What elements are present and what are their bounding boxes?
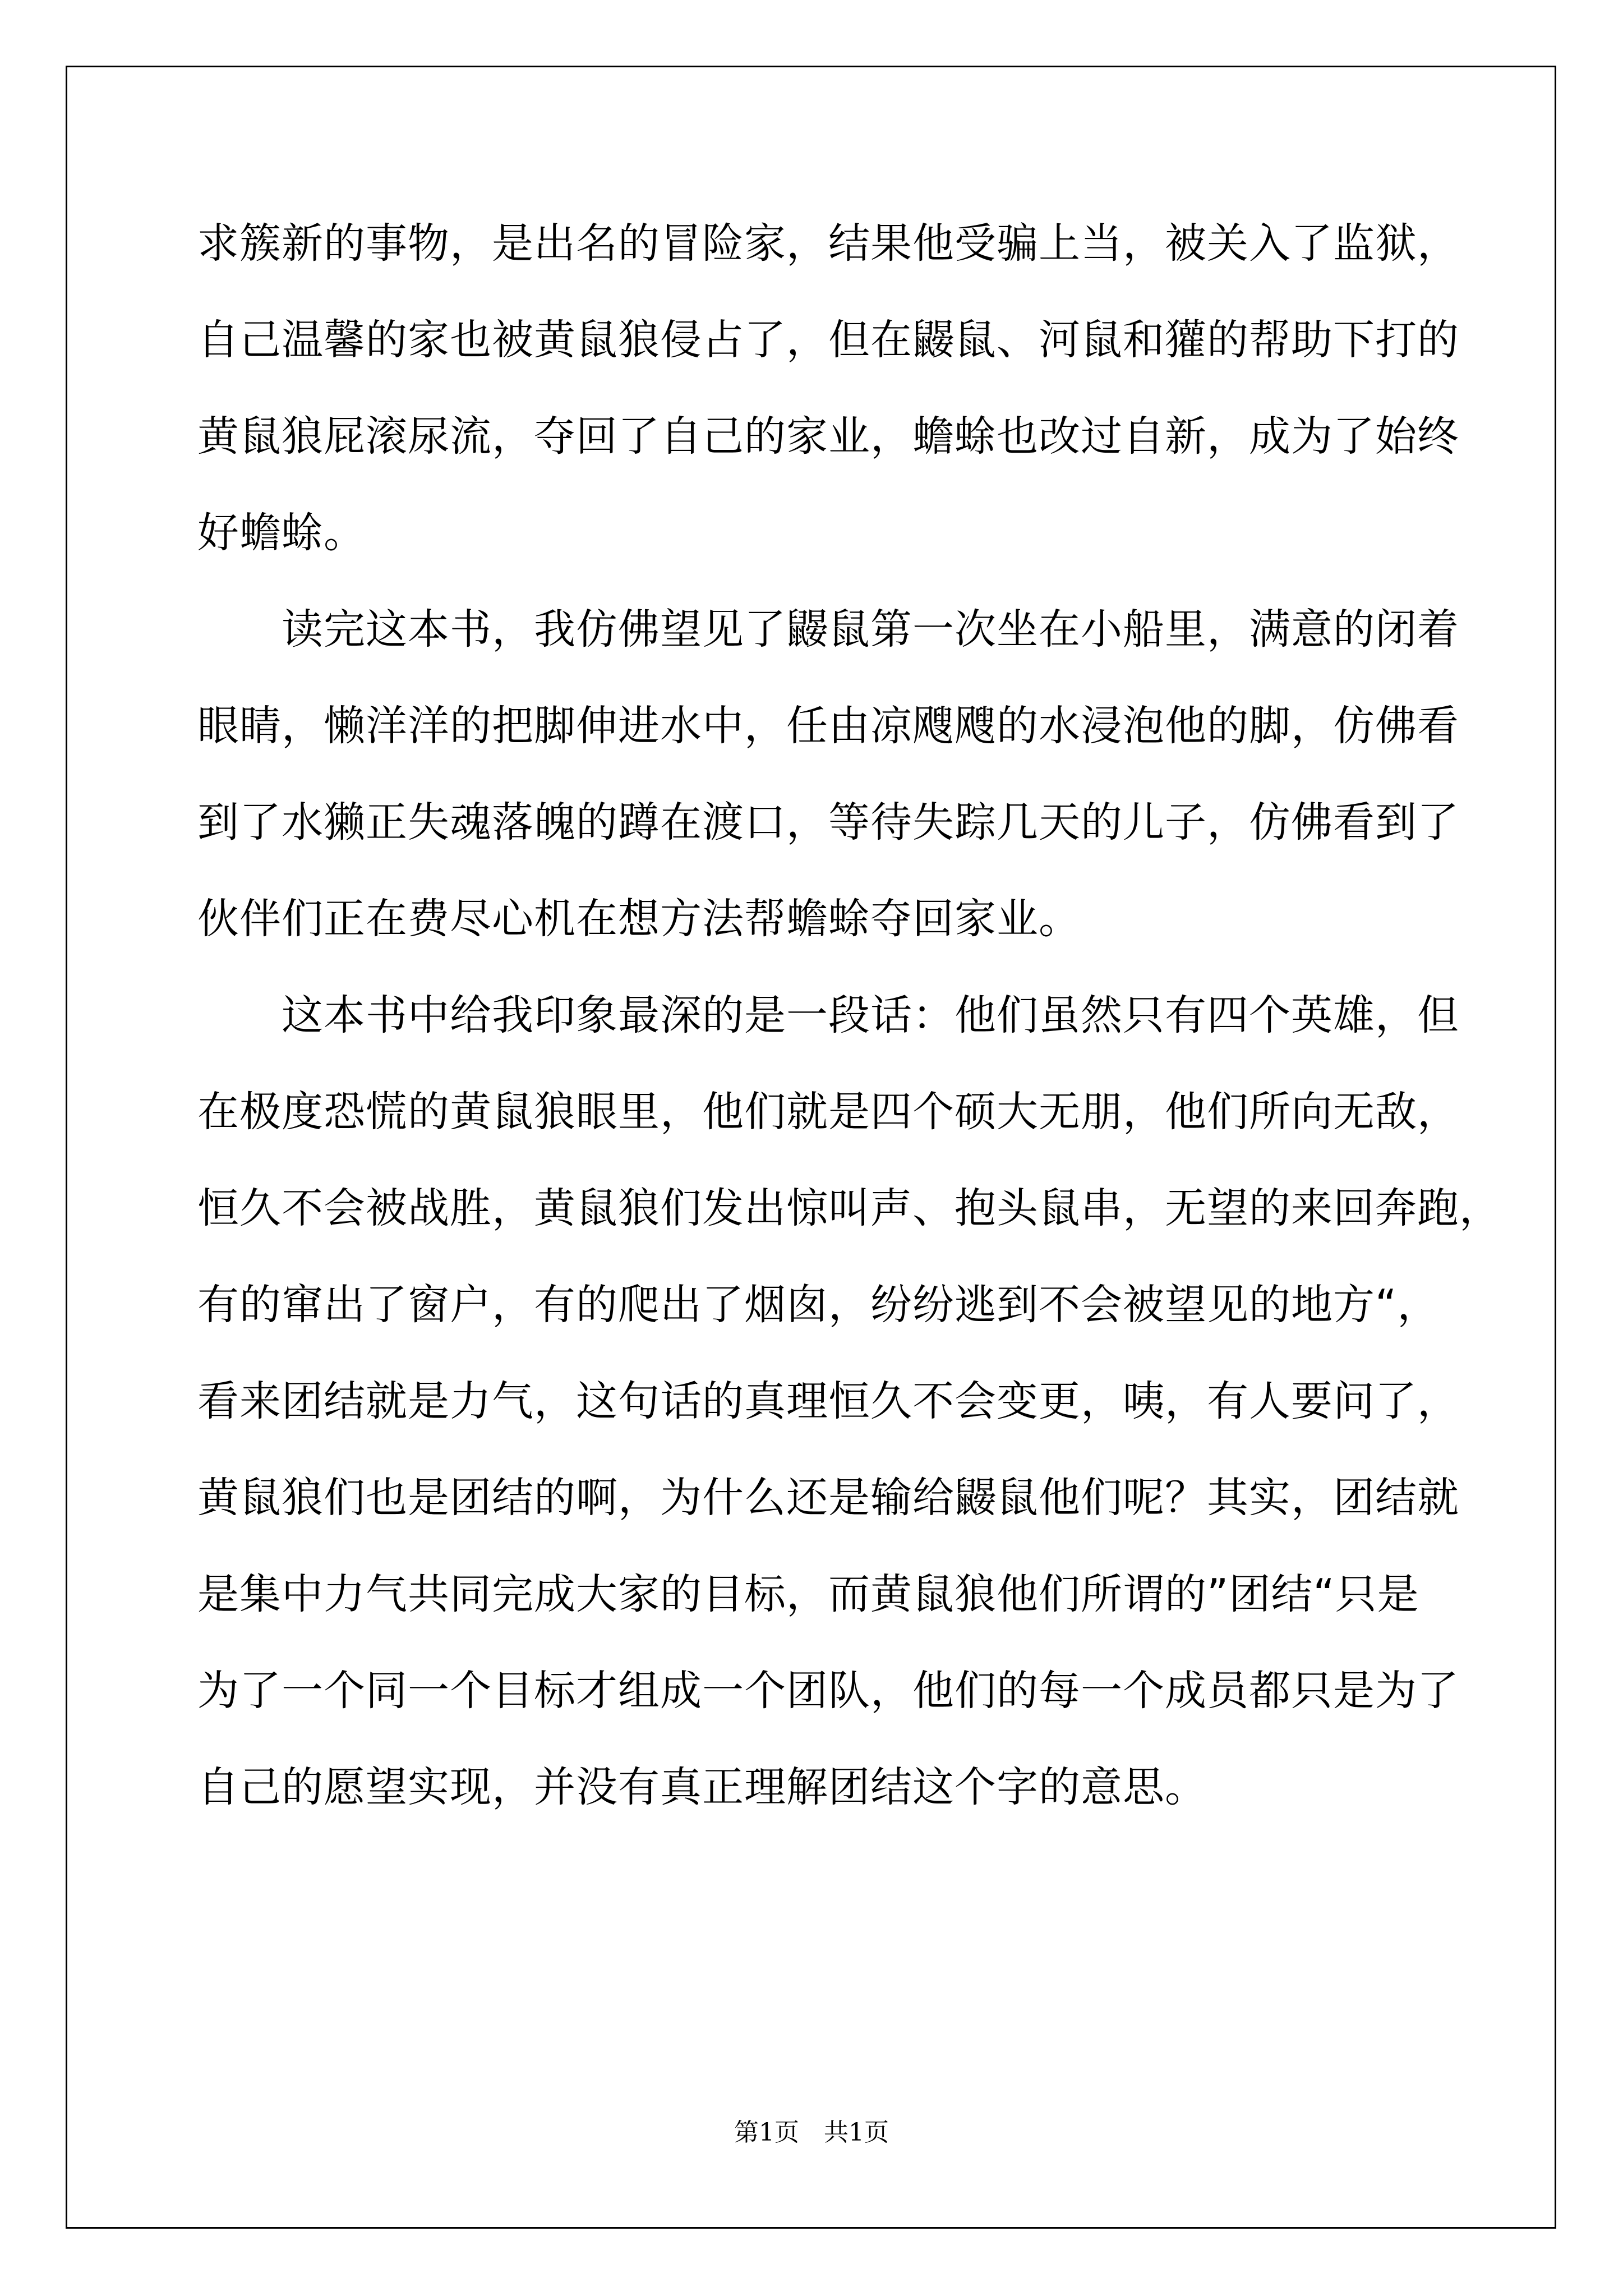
text-line: 求簇新的事物，是出名的冒险家，结果他受骗上当，被关入了监狱，	[197, 219, 1459, 268]
text-line: 自己的愿望实现，并没有真正理解团结这个字的意思。	[197, 1763, 1207, 1811]
page-border	[66, 66, 1556, 2229]
text-line: 伙伴们正在费尽心机在想方法帮蟾蜍夺回家业。	[197, 895, 1081, 943]
text-line: 看来团结就是力气，这句话的真理恒久不会变更，咦，有人要问了，	[197, 1377, 1459, 1425]
text-line: 为了一个同一个目标才组成一个团队，他们的每一个成员都只是为了	[197, 1667, 1459, 1715]
text-line: 有的窜出了窗户，有的爬出了烟囱，纷纷逃到不会被望见的地方“，	[197, 1281, 1440, 1329]
text-line: 到了水獭正失魂落魄的蹲在渡口，等待失踪几天的儿子，仿佛看到了	[197, 798, 1459, 846]
text-line: 黄鼠狼屁滚尿流，夺回了自己的家业，蟾蜍也改过自新，成为了始终	[197, 412, 1459, 461]
page-number-footer: 第1页 共1页	[734, 2118, 889, 2147]
text-line: 恒久不会被战胜，黄鼠狼们发出惊叫声、抱头鼠串，无望的来回奔跑，	[197, 1184, 1501, 1232]
paragraph-first-line: 读完这本书，我仿佛望见了鼹鼠第一次坐在小船里，满意的闭着	[282, 605, 1459, 654]
text-line: 好蟾蜍。	[197, 509, 366, 557]
paragraph-first-line: 这本书中给我印象最深的是一段话：他们虽然只有四个英雄，但	[282, 991, 1459, 1039]
text-line: 眼睛，懒洋洋的把脚伸进水中，任由凉飕飕的水浸泡他的脚，仿佛看	[197, 702, 1459, 750]
text-line: 自己温馨的家也被黄鼠狼侵占了，但在鼹鼠、河鼠和獾的帮助下打的	[197, 316, 1459, 364]
text-line: 黄鼠狼们也是团结的啊，为什么还是输给鼹鼠他们呢？其实，团结就	[197, 1474, 1459, 1522]
text-line: 在极度恐慌的黄鼠狼眼里，他们就是四个硕大无朋，他们所向无敌，	[197, 1088, 1459, 1136]
text-line: 是集中力气共同完成大家的目标，而黄鼠狼他们所谓的”团结“只是	[197, 1570, 1419, 1618]
